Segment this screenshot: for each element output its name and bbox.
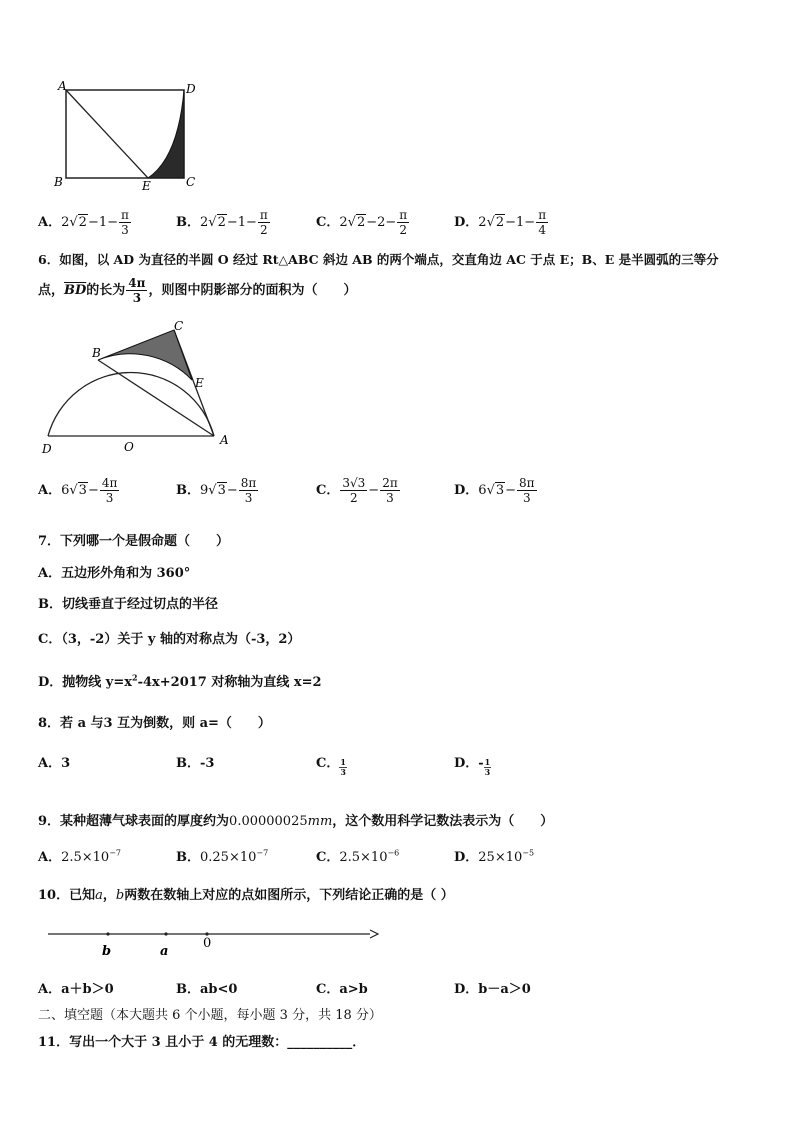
label-o: O <box>124 440 134 454</box>
q6-line2: 点，$\overline{BD}$的长为 $\frac{4\pi}{3}$ ，则图中阴影部分的面积为（ ） <box>38 276 357 305</box>
q9-option-a: A．$2.5\times 10^{-7}$ <box>38 848 121 865</box>
q7-stem: 7．下列哪一个是假命题（ ） <box>38 534 230 549</box>
label-a: A <box>58 79 67 93</box>
shaded-region <box>148 90 184 178</box>
segment-ae <box>66 90 148 178</box>
label-zero: 0 <box>203 936 212 951</box>
q5-option-a: A．2√2−1− $\frac{\pi}{3}$ <box>38 208 129 237</box>
q10-option-a: A．a＋b＞0 <box>38 982 114 997</box>
q7-option-a: A．五边形外角和为 360° <box>38 566 191 581</box>
label-b: B <box>54 175 63 189</box>
number-line <box>44 922 384 962</box>
q10-option-b: B．ab<0 <box>176 982 238 997</box>
q6-option-c: C． $\frac{3√3}{2}$ − $\frac{2\pi}{3}$ <box>316 476 398 505</box>
label-c: C <box>186 175 196 189</box>
q10-option-c: C．a>b <box>316 982 368 997</box>
shaded-region <box>98 330 192 380</box>
label-d: D <box>186 82 196 96</box>
q8-option-c: C． $\frac{1}{3}$ <box>316 756 346 777</box>
q9-stem: 9．某种超薄气球表面的厚度约为0.00000025mm，这个数用科学记数法表示为（ ） <box>38 814 554 829</box>
q9-option-c: C．$2.5\times 10^{-6}$ <box>316 848 400 865</box>
q5-option-b: B．2√2−1− $\frac{\pi}{2}$ <box>176 208 268 237</box>
label-e: E <box>195 376 204 390</box>
section-2-heading: 二、填空题（本大题共 6 个小题，每小题 3 分，共 18 分） <box>38 1008 382 1023</box>
q6-option-b: B．9√3− $\frac{8\pi}{3}$ <box>176 476 257 505</box>
label-b: b <box>102 944 112 959</box>
q7-option-d: D．抛物线 $y=x^2-4x+2017$ 对称轴为直线 x=2 <box>38 672 322 690</box>
label-a: A <box>220 433 229 447</box>
q10-stem: 10．已知a，b两数在数轴上对应的点如图所示，下列结论正确的是（ ） <box>38 888 454 903</box>
label-b: B <box>92 346 101 360</box>
label-c: C <box>174 319 184 333</box>
point-a <box>164 932 167 935</box>
label-a: a <box>160 944 169 959</box>
q6-line1: 6．如图，以 AD 为直径的半圆 O 经过 Rt△ABC 斜边 AB 的两个端点，交直角边 AC 于点 E；B、E 是半圆弧的三等分 <box>38 252 719 267</box>
q7-option-b: B．切线垂直于经过切点的半径 <box>38 597 218 612</box>
q8-option-d: D．- $\frac{1}{3}$ <box>454 756 491 777</box>
q8-option-a: A．3 <box>38 756 71 771</box>
q5-option-c: C．2√2−2− $\frac{\pi}{2}$ <box>316 208 408 237</box>
label-e: E <box>142 179 151 193</box>
q5-figure <box>50 78 210 193</box>
q9-option-d: D．$25\times 10^{-5}$ <box>454 848 535 865</box>
point-b <box>106 932 109 935</box>
q11: 11．写出一个大于 3 且小于 4 的无理数：__________． <box>38 1035 366 1050</box>
q8-option-b: B．-3 <box>176 756 215 771</box>
q6-option-d: D．6√3− $\frac{8\pi}{3}$ <box>454 476 535 505</box>
q6-option-a: A．6√3− $\frac{4\pi}{3}$ <box>38 476 118 505</box>
q10-option-d: D．b－a＞0 <box>454 982 531 997</box>
q5-option-d: D．2√2−1− $\frac{\pi}{4}$ <box>454 208 547 237</box>
axis-arrow <box>370 930 378 938</box>
q7-option-c: C．（3，-2）关于 y 轴的对称点为（-3，2） <box>38 632 301 647</box>
q8-stem: 8．若 a 与3 互为倒数，则 a=（ ） <box>38 716 271 731</box>
q6-figure <box>36 318 236 458</box>
label-d: D <box>42 442 52 456</box>
q9-option-b: B．$0.25\times 10^{-7}$ <box>176 848 269 865</box>
segment-ab <box>98 360 214 436</box>
